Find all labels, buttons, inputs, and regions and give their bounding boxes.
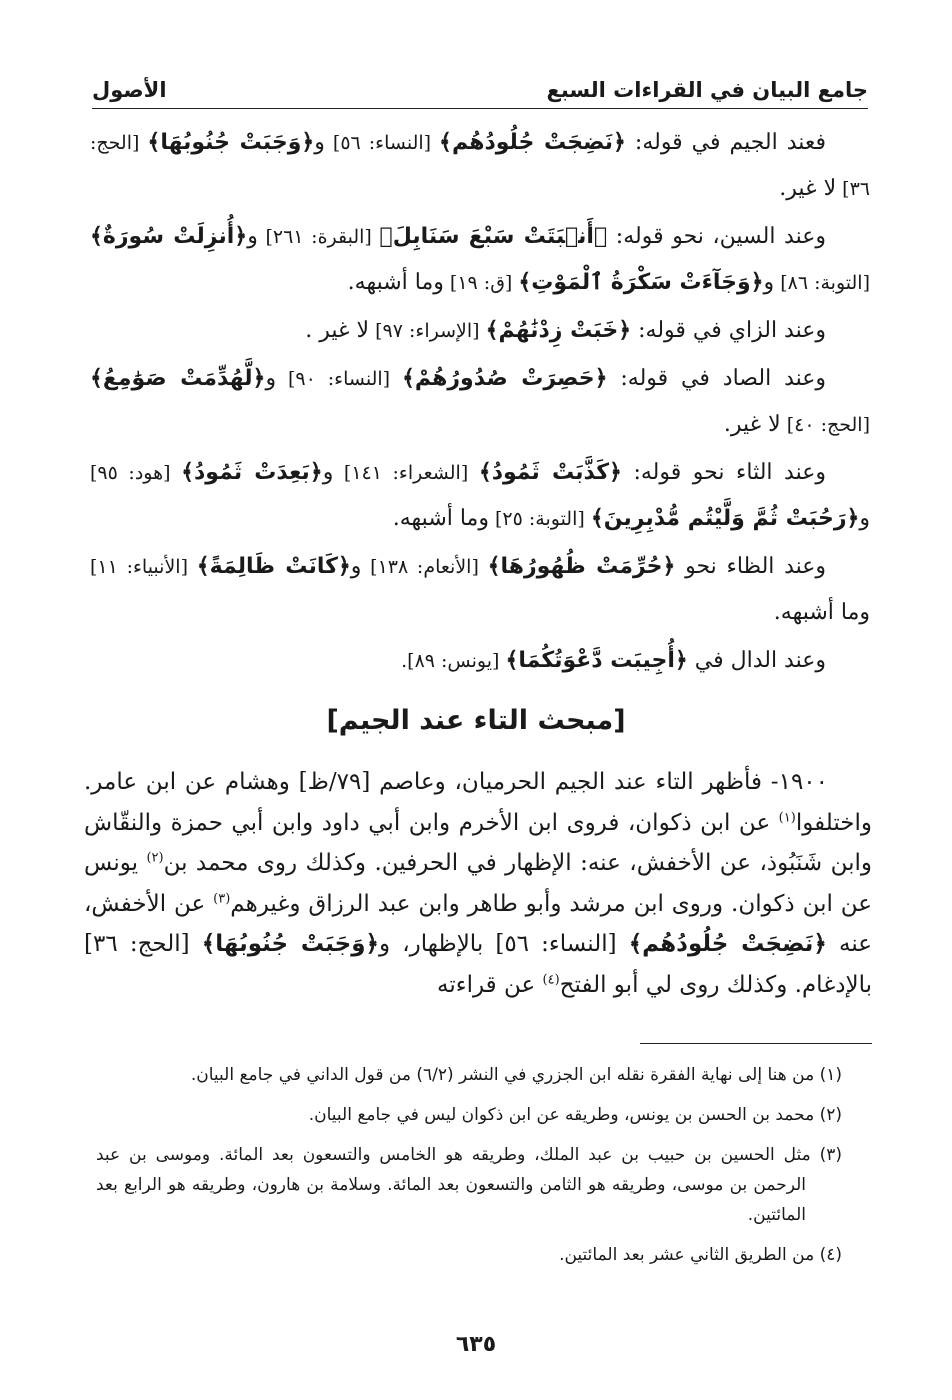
body-text [90,120,870,686]
verse-reference: [الأنعام: ١٣٨] [361,556,488,578]
paragraph-zay: وعند الزاي في قوله: ﴿خَبَتْ زِدْنَٰهُمْ﴾ [الإسراء: ٩٧] لا غير . [305,318,826,343]
quran-quote: ﴿أَنۢبَتَتْ سَبْعَ سَنَابِلَ﴾ [379,224,608,249]
paragraph-tha: وعند الثاء نحو قوله: ﴿كَذَّبَتْ ثَمُودُ﴾ [الشعراء: ١٤١] و﴿بَعِدَتْ ثَمُودُ﴾ [هود: ٩٥] و﴿رَحُبَتْ ثُمَّ وَلَّيْتُم مُّدْبِرِينَ﴾ [التوبة: ٢٥] وما أشبهه. [90,460,870,531]
paragraph-sin: وعند السين، نحو قوله: ﴿أَنۢبَتَتْ سَبْعَ سَنَابِلَ﴾ [البقرة: ٢٦١] و﴿أُنزِلَتْ سُورَةٌ﴾ [التوبة: ٨٦] و﴿وَجَآءَتْ سَكْرَةُ ٱلْمَوْتِ﴾ [ق: ١٩] وما أشبهه. [90,224,870,295]
quran-quote: ﴿رَحُبَتْ ثُمَّ وَلَّيْتُم مُّدْبِرِينَ﴾ [590,506,860,531]
quran-quote: ﴿كَانَتْ ظَالِمَةً﴾ [196,554,351,579]
quran-quote: ﴿أُجِيبَت دَّعْوَتُكُمَا﴾ [505,648,688,673]
footnote-divider [640,1043,872,1044]
verse-reference: [ق: ١٩] [443,272,519,294]
quran-quote: ﴿كَذَّبَتْ ثَمُودُ﴾ [478,460,622,485]
verse-reference: [البقرة: ٢٦١] [257,226,380,248]
verse-reference: [الحج: ٤٠] [780,414,870,436]
quran-quote: ﴿نَضِجَتْ جُلُودُهُم﴾ [439,130,626,155]
page-number: ٦٣٥ [455,1332,497,1357]
verse-reference: [النساء: ٩٠] [276,368,402,390]
verse-reference: [الشعراء: ١٤١] [333,462,479,484]
quran-quote: ﴿أُنزِلَتْ سُورَةٌ﴾ [90,224,248,249]
verse-reference: [الحج: ٣٦] [90,132,870,200]
paragraph-dal: وعند الدال في ﴿أُجِيبَت دَّعْوَتُكُمَا﴾ [يونس: ٨٩]. [401,648,826,673]
quran-quote: ﴿وَجَبَتْ جُنُوبُهَا﴾ [147,130,315,155]
verse-reference: [الإسراء: ٩٧] [369,320,486,342]
footnotes [96,1060,842,1280]
footnote-marker[interactable]: (٣) [213,890,231,906]
footnote-marker[interactable]: (١) [778,809,796,825]
running-header [92,62,868,109]
footnote-1: (١) من هنا إلى نهاية الفقرة نقله ابن الجزري في النشر (٦/٢) من قول الداني في جامع البيان. [190,1065,842,1085]
paragraph-1900: ١٩٠٠- فأظهر التاء عند الجيم الحرميان، وعاصم [٧٩/ظ] وهشام عن ابن عامر. واختلفوا$^{(١)}$ عن ابن ذكوان، فروى ابن الأخرم وابن أبي داود وابن أبي حمزة والنقّاش وابن شَنَبُوذ، عن الأخفش، عنه: الإظهار في الحرفين. وكذلك روى محمد بن$^{(٢)}$ يونس عن ابن ذكوان. وروى ابن مرشد وأبو طاهر وابن عبد الرزاق وغيرهم$^{(٣)}$ عن الأخفش، عنه ﴿نَضِجَتْ جُلُودُهُم﴾ [النساء: ٥٦] بالإظهار، و﴿وَجَبَتْ جُنُوبُهَا﴾ [الحج: ٣٦] بالإدغام. وكذلك روى لي أبو الفتح$^{(٤)}$ عن قراءته [84,769,872,998]
book-title: جامع البيان في القراءات السبع [546,78,868,102]
verse-reference: [التوبة: ٨٦] [774,272,870,294]
footnote-4: (٤) من الطريق الثاني عشر بعد المائتين. [559,1245,842,1265]
section-heading: [مبحث التاء عند الجيم] [326,705,626,736]
footnote-marker[interactable]: (٢) [146,850,164,866]
verse-reference: [يونس: ٨٩]. [401,650,506,672]
verse-reference: [النساء: ٥٦] [324,132,440,154]
footnote-2: (٢) محمد بن الحسن بن يونس، وطريقه عن ابن ذكوان ليس في جامع البيان. [308,1105,842,1125]
quran-quote: ﴿بَعِدَتْ ثَمُودُ﴾ [181,460,323,485]
verse-reference: [الأنبياء: ١١] [90,556,197,578]
paragraph-zha: وعند الظاء نحو ﴿حُرِّمَتْ ظُهُورُهَا﴾ [الأنعام: ١٣٨] و﴿كَانَتْ ظَالِمَةً﴾ [الأنبياء: ١١] وما أشبهه. [90,554,870,625]
verse-reference: [هود: ٩٥] [90,462,182,484]
footnote-marker[interactable]: (٤) [542,971,560,987]
quran-quote: ﴿لَّهُدِّمَتْ صَوَٰمِعُ﴾ [90,366,266,391]
quran-quote: ﴿نَضِجَتْ جُلُودُهُم﴾ [628,931,827,957]
quran-quote: ﴿وَجَبَتْ جُنُوبُهَا﴾ [201,931,380,957]
paragraph-jim: فعند الجيم في قوله: ﴿نَضِجَتْ جُلُودُهُم﴾ [النساء: ٥٦] و﴿وَجَبَتْ جُنُوبُهَا﴾ [الحج: ٣٦] لا غير. [90,130,870,201]
verse-reference: [التوبة: ٢٥] [488,508,591,530]
quran-quote: ﴿حَصِرَتْ صُدُورُهُمْ﴾ [402,366,608,391]
quran-quote: ﴿حُرِّمَتْ ظُهُورُهَا﴾ [487,554,676,579]
section-title: الأصول [92,78,167,102]
footnote-3: (٣) مثل الحسين بن حبيب بن عبد الملك، وطريقه هو الخامس والتسعون بعد المائة. وموسى بن عبد الرحمن بن موسى، وطريقه هو الثامن والتسعون بعد المائة. وسلامة بن هارون، وطريقه هو الرابع بعد المائتين. [96,1145,842,1225]
quran-quote: ﴿خَبَتْ زِدْنَٰهُمْ﴾ [485,318,632,343]
quran-quote: ﴿وَجَآءَتْ سَكْرَةُ ٱلْمَوْتِ﴾ [518,270,764,295]
paragraph-sad: وعند الصاد في قوله: ﴿حَصِرَتْ صُدُورُهُمْ﴾ [النساء: ٩٠] و﴿لَّهُدِّمَتْ صَوَٰمِعُ﴾ [الحج: ٤٠] لا غير. [90,366,870,437]
